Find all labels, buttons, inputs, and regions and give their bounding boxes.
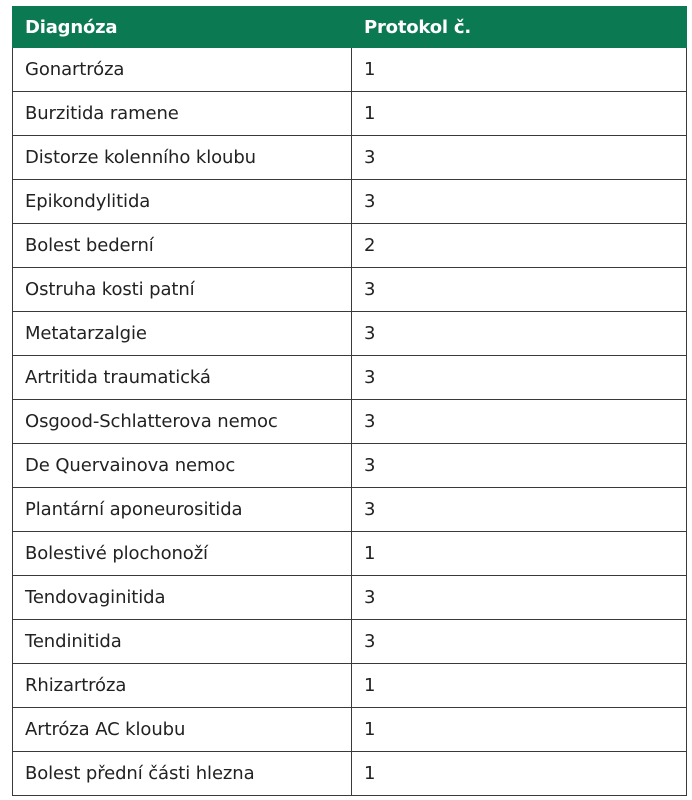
diagnosis-cell: Osgood-Schlatterova nemoc <box>13 400 352 444</box>
table-row <box>13 180 687 224</box>
diagnosis-cell: Rhizartróza <box>13 664 352 708</box>
diagnosis-cell: Gonartróza <box>13 48 352 92</box>
protocol-number-cell: 3 <box>352 180 687 224</box>
protocol-number-cell: 3 <box>352 356 687 400</box>
protocol-number-cell: 1 <box>352 708 687 752</box>
table-row <box>13 356 687 400</box>
table-row <box>13 708 687 752</box>
diagnosis-cell: Bolest bederní <box>13 224 352 268</box>
protocol-number-cell: 1 <box>352 92 687 136</box>
table-row <box>13 400 687 444</box>
column-header-protocol: Protokol č. <box>352 7 687 48</box>
table-row <box>13 268 687 312</box>
protocol-number-cell: 3 <box>352 488 687 532</box>
protocol-number-cell: 3 <box>352 268 687 312</box>
diagnosis-cell: Metatarzalgie <box>13 312 352 356</box>
table-row <box>13 136 687 180</box>
protocol-number-cell: 2 <box>352 224 687 268</box>
diagnosis-protocol-table-container <box>12 6 686 796</box>
protocol-number-cell: 3 <box>352 400 687 444</box>
protocol-number-cell: 3 <box>352 576 687 620</box>
protocol-number-cell: 3 <box>352 620 687 664</box>
diagnosis-cell: Plantární aponeurositida <box>13 488 352 532</box>
table-row <box>13 48 687 92</box>
table-row <box>13 92 687 136</box>
diagnosis-cell: Burzitida ramene <box>13 92 352 136</box>
diagnosis-cell: Artróza AC kloubu <box>13 708 352 752</box>
diagnosis-cell: Bolest přední části hlezna <box>13 752 352 796</box>
protocol-number-cell: 1 <box>352 752 687 796</box>
diagnosis-cell: Tendovaginitida <box>13 576 352 620</box>
table-row <box>13 224 687 268</box>
table-row <box>13 664 687 708</box>
diagnosis-cell: Distorze kolenního kloubu <box>13 136 352 180</box>
diagnosis-cell: Artritida traumatická <box>13 356 352 400</box>
table-row <box>13 488 687 532</box>
table-header-row <box>13 7 687 48</box>
diagnosis-protocol-table <box>12 6 687 796</box>
table-row <box>13 532 687 576</box>
table-row <box>13 576 687 620</box>
protocol-number-cell: 1 <box>352 532 687 576</box>
table-row <box>13 752 687 796</box>
diagnosis-cell: Epikondylitida <box>13 180 352 224</box>
protocol-number-cell: 3 <box>352 444 687 488</box>
diagnosis-cell: Ostruha kosti patní <box>13 268 352 312</box>
diagnosis-cell: Bolestivé plochonoží <box>13 532 352 576</box>
protocol-number-cell: 1 <box>352 48 687 92</box>
protocol-number-cell: 1 <box>352 664 687 708</box>
diagnosis-cell: De Quervainova nemoc <box>13 444 352 488</box>
protocol-number-cell: 3 <box>352 136 687 180</box>
table-row <box>13 312 687 356</box>
diagnosis-cell: Tendinitida <box>13 620 352 664</box>
table-row <box>13 444 687 488</box>
column-header-diagnosis: Diagnóza <box>13 7 352 48</box>
table-body <box>13 48 687 796</box>
table-header <box>13 7 687 48</box>
table-row <box>13 620 687 664</box>
protocol-number-cell: 3 <box>352 312 687 356</box>
